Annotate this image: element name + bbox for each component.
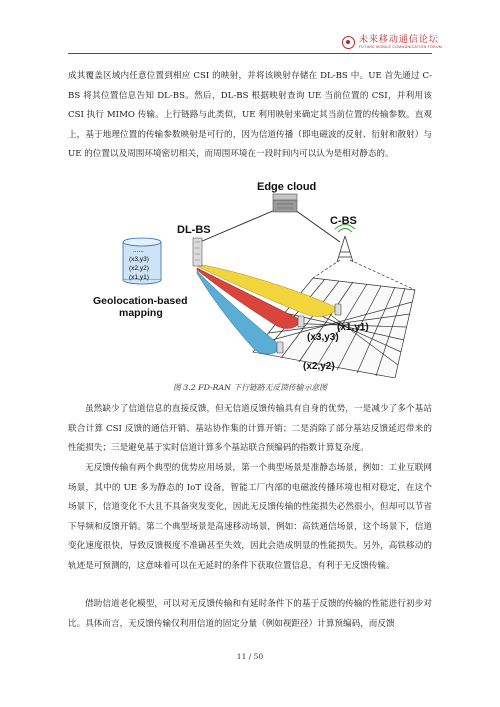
db-entry-2: (x2,y2)	[129, 265, 149, 272]
figure-fd-ran-downlink	[85, 180, 425, 378]
cbs-label: C-BS	[330, 215, 357, 227]
header-divider	[68, 53, 432, 54]
body-paragraph-4: 借助信道老化模型，可以对无反馈传输和有延时条件下的基于反馈的传输的性能进行初步对比。具体而言，无反馈传输仅利用信道的固定分量（例如视距径）计算预编码，而反馈	[68, 599, 432, 629]
coverage-line-cbs	[313, 260, 340, 278]
mapping-label-line2: mapping	[119, 307, 163, 319]
body-paragraph-1: 成其覆盖区域内任意位置到相应 CSI 的映射，并将该映射存储在 DL-BS 中。UE 首先通过 C-BS 将其位置信息告知 DL-BS。然后，DL-BS 根据映射查询 UE 当前位置的 CSI，并利用该 CSI 执行 MIMO 传输。上行链路与此类似，UE 利用映射来确定其当前位置的传输参数。直观上，基于地理位置的传输参数映射是可行的，因为信道传播（即电磁波的反射、衍射和散射）与 UE 的位置以及周围环境密切相关，而周围环境在一段时间内可以认为是相对静态的。	[68, 71, 432, 160]
edge-cloud-label: Edge cloud	[257, 181, 317, 193]
page-number: 11 / 50	[236, 652, 264, 661]
db-entry-0: ......	[133, 247, 144, 254]
logo-chinese-text: 未来移动通信论坛	[358, 35, 439, 45]
db-entry-1: (x3,y3)	[129, 256, 149, 263]
forum-logo	[342, 36, 442, 50]
mapping-label-line1: Geolocation-based	[93, 295, 188, 307]
ue-label-x3y3: (x3,y3)	[307, 332, 339, 343]
dlbs-antenna-icon	[193, 238, 202, 266]
cbs-tower-icon	[335, 225, 355, 263]
ue-label-x1y1: (x1,y1)	[337, 322, 369, 333]
edge-cloud-server-icon	[273, 194, 297, 212]
logo-emblem-icon	[342, 36, 355, 49]
page-header	[0, 0, 500, 62]
logo-english-text: FUTURE MOBILE COMMUNICATION FORUM	[358, 45, 442, 49]
backhaul-links	[200, 210, 340, 242]
body-paragraph-2: 虽然缺少了信道信息的直接反馈，但无信道反馈传输具有自身的优势，一是减少了多个基站联合计算 CSI 反馈的通信开销、基站协作集的计算开销；二是消除了部分基站反馈延迟带来的性能损失；三是避免基于实时信道计算多个基站联合预编码的指数计算复杂度。	[68, 404, 432, 454]
dlbs-label: DL-BS	[177, 224, 211, 236]
ue-label-x2y2: (x2,y2)	[303, 361, 335, 372]
body-paragraph-3: 无反馈传输有两个典型的优势应用场景，第一个典型场景是准静态场景，例如：工业互联网场景，其中的 UE 多为静态的 IoT 设备，智能工厂内部的电磁波传播环境也相对稳定，在这个场景下，信道变化不大且不具备突发变化，因此无反馈传输的性能损失必然很小，但却可以节省下导频和反馈开销。第二个典型场景是高速移动场景，例如：高铁通信场景，这个场景下，信道变化速度很快，导致反馈极度不准确甚至失效，因此会造成明显的性能损失。另外，高铁移动的轨迹是可预测的，这意味着可以在无延时的条件下获取位置信息，有利于无反馈传输。	[68, 463, 432, 571]
db-entry-3: (x1,y1)	[129, 274, 149, 281]
figure-caption: 图 3.2 FD-RAN 下行链路无反馈传输示意图	[173, 383, 327, 392]
